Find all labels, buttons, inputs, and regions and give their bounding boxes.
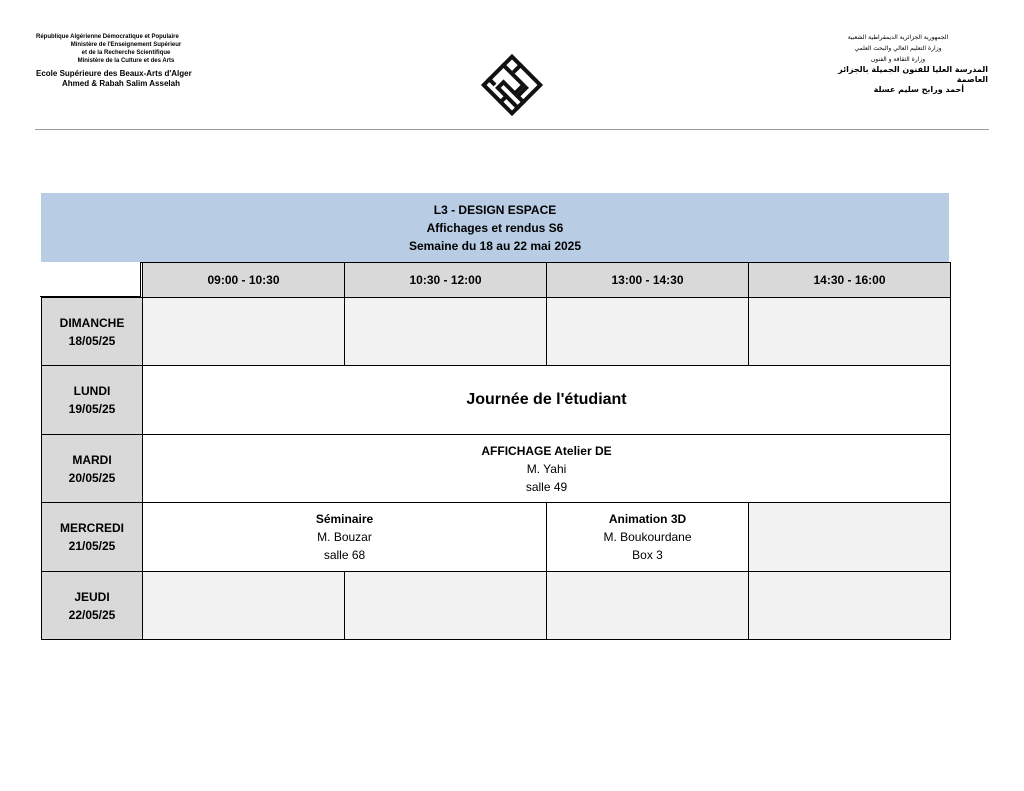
letterhead-school-name: Ecole Supérieure des Beaux-Arts d'Alger: [36, 69, 192, 78]
day-label-lundi: [42, 366, 143, 435]
event-teacher: M. Bouzar: [317, 530, 372, 544]
schedule-week: Semaine du 18 au 22 mai 2025: [408, 239, 582, 253]
schedule-subtitle: Affichages et rendus S6: [426, 221, 564, 235]
event-affichage-atelier: [143, 435, 951, 503]
schedule-program: L3 - DESIGN ESPACE: [433, 203, 557, 217]
event-room: salle 68: [323, 548, 366, 562]
day-label-mardi: [42, 435, 143, 503]
letterhead-school-founders: Ahmed & Rabah Salim Asselah: [62, 79, 180, 88]
time-slot-header: 14:30 - 16:00: [749, 263, 951, 298]
letterhead-ar-school-name: المدرسة العليا للفنون الجميلة بالجزائر العاصمة: [838, 65, 988, 84]
letterhead-arabic: [808, 32, 988, 95]
schedule-cell-empty: [749, 298, 951, 366]
header-divider: [35, 129, 989, 130]
event-seminaire: [143, 503, 547, 572]
letterhead-ministry-higher-ed: Ministère de l'Enseignement Supérieur: [70, 42, 182, 48]
day-date: 18/05/25: [68, 333, 116, 348]
letterhead-ar-ministry-culture: وزارة الثقافة و الفنون: [870, 56, 926, 63]
time-slot-header: 10:30 - 12:00: [345, 263, 547, 298]
letterhead-ar-founders: أحمد ورابح سليم عسلة: [873, 85, 964, 94]
event-title: Animation 3D: [608, 512, 687, 526]
schedule-cell-empty: [345, 572, 547, 640]
day-date: 19/05/25: [68, 402, 116, 416]
event-journee-etudiant: [143, 366, 951, 435]
letterhead-ar-ministry-higher-ed: وزارة التعليم العالي والبحث العلمي: [854, 45, 942, 52]
schedule-cell-empty: [547, 298, 749, 366]
event-teacher: M. Boukourdane: [603, 530, 692, 544]
schedule-cell-empty: [143, 572, 345, 640]
event-title: Journée de l'étudiant: [466, 391, 627, 408]
schedule-cell-empty: [143, 298, 345, 366]
letterhead-ministry-culture: Ministère de la Culture et des Arts: [77, 58, 175, 64]
day-date: 21/05/25: [68, 539, 116, 553]
schedule-title-banner: [41, 193, 949, 262]
schedule-cell-empty: [749, 503, 951, 572]
day-date: 20/05/25: [68, 470, 116, 485]
schedule-table: [41, 262, 951, 640]
event-room: Box 3: [632, 548, 663, 562]
schedule-cell-empty: [749, 572, 951, 640]
schedule-cell-empty: [345, 298, 547, 366]
event-teacher: M. Yahi: [526, 461, 567, 476]
day-label-mercredi: [42, 503, 143, 572]
day-name: LUNDI: [73, 384, 111, 398]
event-title: Séminaire: [315, 512, 374, 526]
letterhead-republic: République Algérienne Démocratique et Populaire: [36, 34, 179, 40]
time-slot-header: 13:00 - 14:30: [547, 263, 749, 298]
day-name: JEUDI: [74, 589, 110, 604]
table-corner-mask: [40, 262, 141, 297]
letterhead-ar-republic: الجمهورية الجزائرية الديمقراطية الشعبية: [847, 34, 949, 41]
day-date: 22/05/25: [68, 607, 116, 622]
letterhead-ministry-research: et de la Recherche Scientifique: [81, 50, 171, 56]
event-title: AFFICHAGE Atelier DE: [481, 443, 612, 458]
time-slot-header: 09:00 - 10:30: [143, 263, 345, 298]
day-label-dimanche: [42, 298, 143, 366]
letterhead-french: [36, 33, 216, 88]
day-name: MARDI: [72, 452, 112, 467]
school-logo-icon: [480, 53, 544, 117]
event-room: salle 49: [525, 479, 568, 494]
event-animation-3d: [547, 503, 749, 572]
day-name: MERCREDI: [59, 521, 124, 535]
schedule-cell-empty: [547, 572, 749, 640]
day-label-jeudi: [42, 572, 143, 640]
day-name: DIMANCHE: [59, 315, 125, 330]
